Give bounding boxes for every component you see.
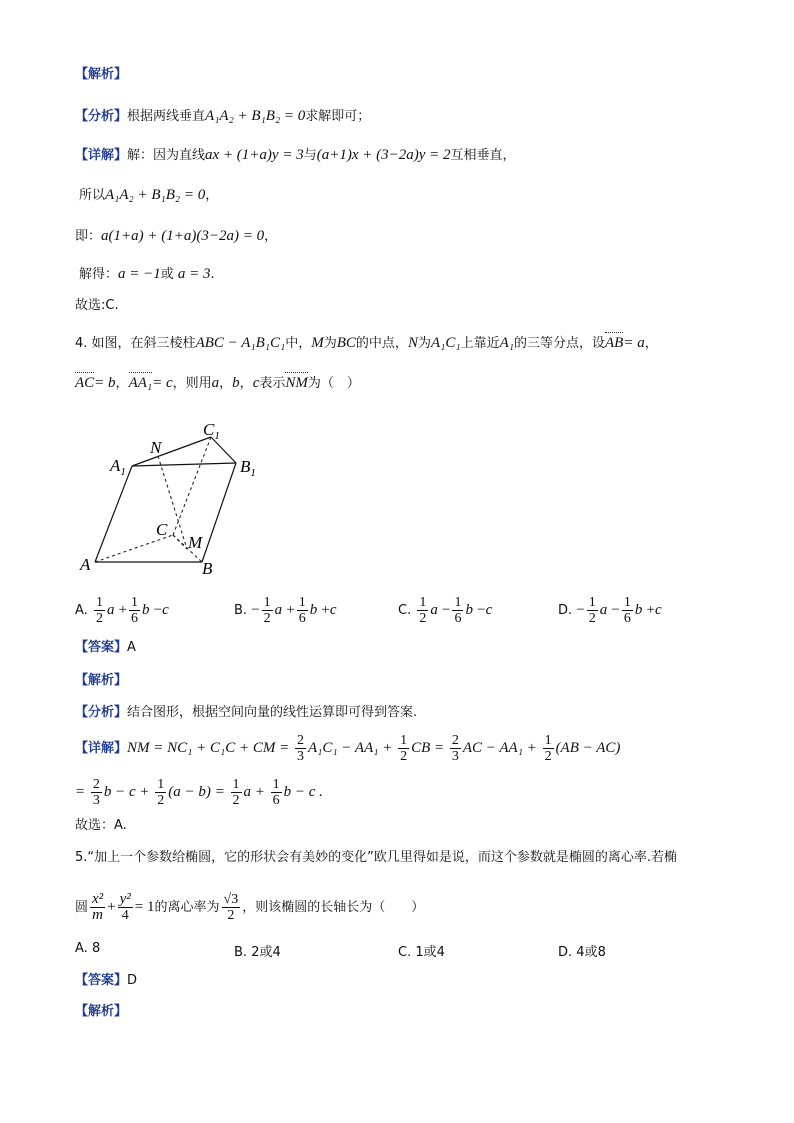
edge-A1-C1	[132, 437, 211, 466]
q4-option-d[interactable]: D. − $\frac{1}{2}$ a − $\frac{1}{6}$ b +c	[558, 595, 662, 626]
edge-B-B1	[202, 463, 236, 562]
q5-option-a[interactable]: A. 8	[75, 941, 101, 956]
label-B: B	[202, 559, 213, 578]
q4-choose: 故选：A.	[75, 818, 127, 833]
q5-stem-line1: 5.“加上一个参数给椭圆，它的形状会有美妙的变化”欧几里得如是说，而这个参数就是椭圆的离心率.若椭	[75, 850, 678, 865]
q4-stem-line2: AC= b，AA₁= c，则用a，b，c表示NM为（ ）	[75, 375, 360, 391]
q3-suoyi: 所以A₁A₂ + B₁B₂ = 0，	[79, 187, 219, 203]
edge-A1-B1	[132, 463, 236, 466]
q3-choose: 故选:C.	[75, 298, 119, 313]
edge-A-C	[95, 535, 173, 562]
q4-stem-line1: 4. 如图，在斜三棱柱ABC − A₁B₁C₁中，M为BC的中点，N为A₁C₁上靠近A₁的三等分点，设AB= a，	[75, 335, 658, 351]
label-B1: $B_1$	[240, 457, 256, 479]
q4-option-c[interactable]: C. $\frac{1}{2}$ a − $\frac{1}{6}$ b −c	[398, 595, 493, 626]
q5-option-b[interactable]: B. 2或4	[234, 945, 281, 960]
q4-answer: 【答案】A	[75, 640, 136, 655]
q4-option-b[interactable]: B. − $\frac{1}{2}$ a + $\frac{1}{6}$ b +c	[234, 595, 337, 626]
label-A: A	[80, 555, 91, 574]
q4-detail-step2: = $\frac{2}{3}$ b − c + $\frac{1}{2}$ (a − b) = $\frac{1}{2}$ a + $\frac{1}{6}$ b − c .	[75, 777, 323, 808]
q4-detail-step1: 【详解】NM = NC₁ + C₁C + CM = $\frac{2}{3}$ A₁C₁ − AA₁ + $\frac{1}{2}$ CB = $\frac{2}{3}$ AC − AA₁ + $\frac{1}{2}$ (AB − AC)	[75, 733, 621, 764]
q3-solve: 解得：a = −1或 a = 3.	[79, 266, 215, 282]
edge-A-A1	[95, 466, 132, 562]
prism-figure	[75, 415, 275, 580]
q3-analysis: 【分析】根据两线垂直A₁A₂ + B₁B₂ = 0求解即可；	[75, 108, 371, 124]
edge-C-C1	[173, 437, 211, 535]
q4-analysis: 【分析】结合图形，根据空间向量的线性运算即可得到答案.	[75, 705, 418, 720]
q3-jiexi-heading: 【解析】	[75, 67, 128, 82]
q5-option-c[interactable]: C. 1或4	[398, 945, 445, 960]
label-C: C	[156, 520, 168, 539]
q5-option-d[interactable]: D. 4或8	[558, 945, 606, 960]
label-A1: $A_1$	[110, 456, 126, 478]
q3-detail: 【详解】解：因为直线ax + (1+a)y = 3与(a+1)x + (3−2a)y = 2互相垂直，	[75, 147, 516, 163]
q3-ji: 即：a(1+a) + (1+a)(3−2a) = 0，	[75, 228, 278, 244]
q5-stem-line2: 圆 $\frac{\text{x²}}{m}$ + $\frac{\text{y²}}{4}$ = 1的离心率为 $\frac{√3}{2}$ ，则该椭圆的长轴长为（ ）	[75, 891, 425, 923]
label-C1: $C_1$	[203, 420, 220, 442]
q4-jiexi-heading: 【解析】	[75, 673, 128, 688]
q5-answer: 【答案】D	[75, 973, 138, 988]
label-M: M	[188, 533, 203, 552]
label-N: N	[150, 438, 162, 457]
q5-jiexi-heading: 【解析】	[75, 1004, 128, 1019]
q4-option-a[interactable]: A. $\frac{1}{2}$ a + $\frac{1}{6}$ b −c	[75, 595, 169, 626]
